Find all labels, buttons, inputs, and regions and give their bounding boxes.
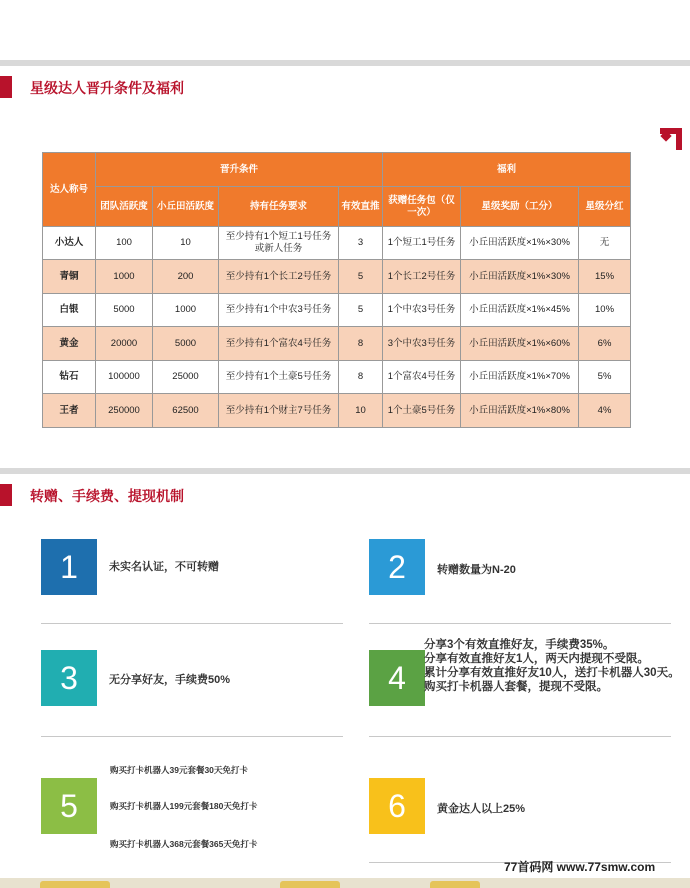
cell-level: 黄金	[43, 327, 96, 361]
divider-line	[41, 623, 343, 624]
cell-gain: 1个土豪5号任务	[383, 394, 461, 428]
cell-gain: 1个长工2号任务	[383, 260, 461, 294]
top-divider	[0, 60, 690, 66]
section-title: 星级达人晋升条件及福利	[30, 80, 184, 96]
cell-level: 白银	[43, 294, 96, 327]
header-self-activity: 小丘田活跃度	[153, 187, 219, 227]
header-promotion: 晋升条件	[96, 153, 383, 187]
number-badge: 5	[41, 778, 97, 834]
cell-task: 至少持有1个长工2号任务	[219, 260, 339, 294]
cell-reward: 小丘田活跃度×1%×45%	[461, 294, 579, 327]
rule-text: 无分享好友，手续费50%	[109, 674, 231, 686]
cell-direct: 5	[339, 294, 383, 327]
rule-text-block	[424, 638, 690, 694]
number-badge: 4	[369, 650, 425, 706]
cell-gain: 1个短工1号任务	[383, 227, 461, 260]
rule-line: 分享3个有效直推好友，手续费35%。	[424, 639, 615, 651]
cell-task: 至少持有1个土豪5号任务	[219, 361, 339, 394]
cell-direct: 5	[339, 260, 383, 294]
plan-line: 购买打卡机器人368元套餐365天免打卡	[110, 839, 258, 849]
corner-decoration-icon	[660, 128, 682, 150]
cell-level: 钻石	[43, 361, 96, 394]
cell-gain: 1个富农4号任务	[383, 361, 461, 394]
rule-line: 分享有效直推好友1人，两天内提现不受限。	[424, 653, 649, 665]
header-star-bonus: 星级分红	[579, 187, 631, 227]
cell-team: 1000	[96, 260, 153, 294]
cell-reward: 小丘田活跃度×1%×70%	[461, 361, 579, 394]
rule-line: 购买打卡机器人套餐，提现不受限。	[424, 681, 608, 693]
coin-decoration-icon	[430, 881, 480, 888]
cell-reward: 小丘田活跃度×1%×60%	[461, 327, 579, 361]
header-task-requirement: 持有任务要求	[219, 187, 339, 227]
coin-decoration-icon	[40, 881, 110, 888]
divider-line	[41, 736, 343, 737]
header-star-reward: 星级奖励（工分）	[461, 187, 579, 227]
watermark: 77首码网 www.77smw.com	[504, 860, 656, 874]
cell-level: 青铜	[43, 260, 96, 294]
plan-line: 购买打卡机器人199元套餐180天免打卡	[110, 801, 258, 811]
cell-direct: 8	[339, 327, 383, 361]
cell-reward: 小丘田活跃度×1%×80%	[461, 394, 579, 428]
cell-direct: 10	[339, 394, 383, 428]
cell-team: 5000	[96, 294, 153, 327]
header-gift-package: 获赠任务包（仅一次）	[383, 187, 461, 227]
cell-reward: 小丘田活跃度×1%×30%	[461, 227, 579, 260]
divider-line	[369, 736, 671, 737]
cell-bonus: 4%	[579, 394, 631, 428]
cell-self: 200	[153, 260, 219, 294]
header-benefit: 福利	[383, 153, 631, 187]
cell-team: 100000	[96, 361, 153, 394]
cell-bonus: 5%	[579, 361, 631, 394]
number-badge: 6	[369, 778, 425, 834]
cell-gain: 1个中农3号任务	[383, 294, 461, 327]
cell-gain: 3个中农3号任务	[383, 327, 461, 361]
cell-team: 100	[96, 227, 153, 260]
cell-team: 20000	[96, 327, 153, 361]
table-row	[43, 294, 631, 327]
rule-text: 黄金达人以上25%	[437, 803, 526, 815]
number-badge: 2	[369, 539, 425, 595]
cell-bonus: 15%	[579, 260, 631, 294]
cell-task: 至少持有1个富农4号任务	[219, 327, 339, 361]
cell-level: 王者	[43, 394, 96, 428]
cell-task: 至少持有1个财主7号任务	[219, 394, 339, 428]
table-row	[43, 361, 631, 394]
section-divider	[0, 468, 690, 474]
cell-self: 5000	[153, 327, 219, 361]
table-row	[43, 227, 631, 260]
cell-reward: 小丘田活跃度×1%×30%	[461, 260, 579, 294]
number-badge: 1	[41, 539, 97, 595]
section-title: 转赠、手续费、提现机制	[30, 488, 184, 504]
section-marker	[0, 76, 12, 98]
rule-line: 累计分享有效直推好友10人，送打卡机器人30天。	[424, 667, 680, 679]
header-team-activity: 团队活跃度	[96, 187, 153, 227]
promotion-table	[42, 152, 631, 428]
cell-team: 250000	[96, 394, 153, 428]
plan-line: 购买打卡机器人39元套餐30天免打卡	[110, 765, 248, 775]
divider-line	[369, 623, 671, 624]
cell-task: 至少持有1个中农3号任务	[219, 294, 339, 327]
cell-task: 至少持有1个短工1号任务或新人任务	[219, 227, 339, 260]
table-row	[43, 260, 631, 294]
header-direct-referrals: 有效直推	[339, 187, 383, 227]
header-level: 达人称号	[43, 153, 96, 227]
rule-text: 未实名认证，不可转赠	[109, 561, 219, 573]
coin-decoration-icon	[280, 881, 340, 888]
cell-direct: 8	[339, 361, 383, 394]
table-row	[43, 394, 631, 428]
section-marker	[0, 484, 12, 506]
number-badge: 3	[41, 650, 97, 706]
cell-bonus: 10%	[579, 294, 631, 327]
cell-self: 10	[153, 227, 219, 260]
cell-self: 25000	[153, 361, 219, 394]
cell-direct: 3	[339, 227, 383, 260]
rule-text: 转赠数量为N-20	[437, 564, 516, 576]
cell-level: 小达人	[43, 227, 96, 260]
cell-self: 1000	[153, 294, 219, 327]
table-row	[43, 327, 631, 361]
cell-self: 62500	[153, 394, 219, 428]
cell-bonus: 6%	[579, 327, 631, 361]
cell-bonus: 无	[579, 227, 631, 260]
